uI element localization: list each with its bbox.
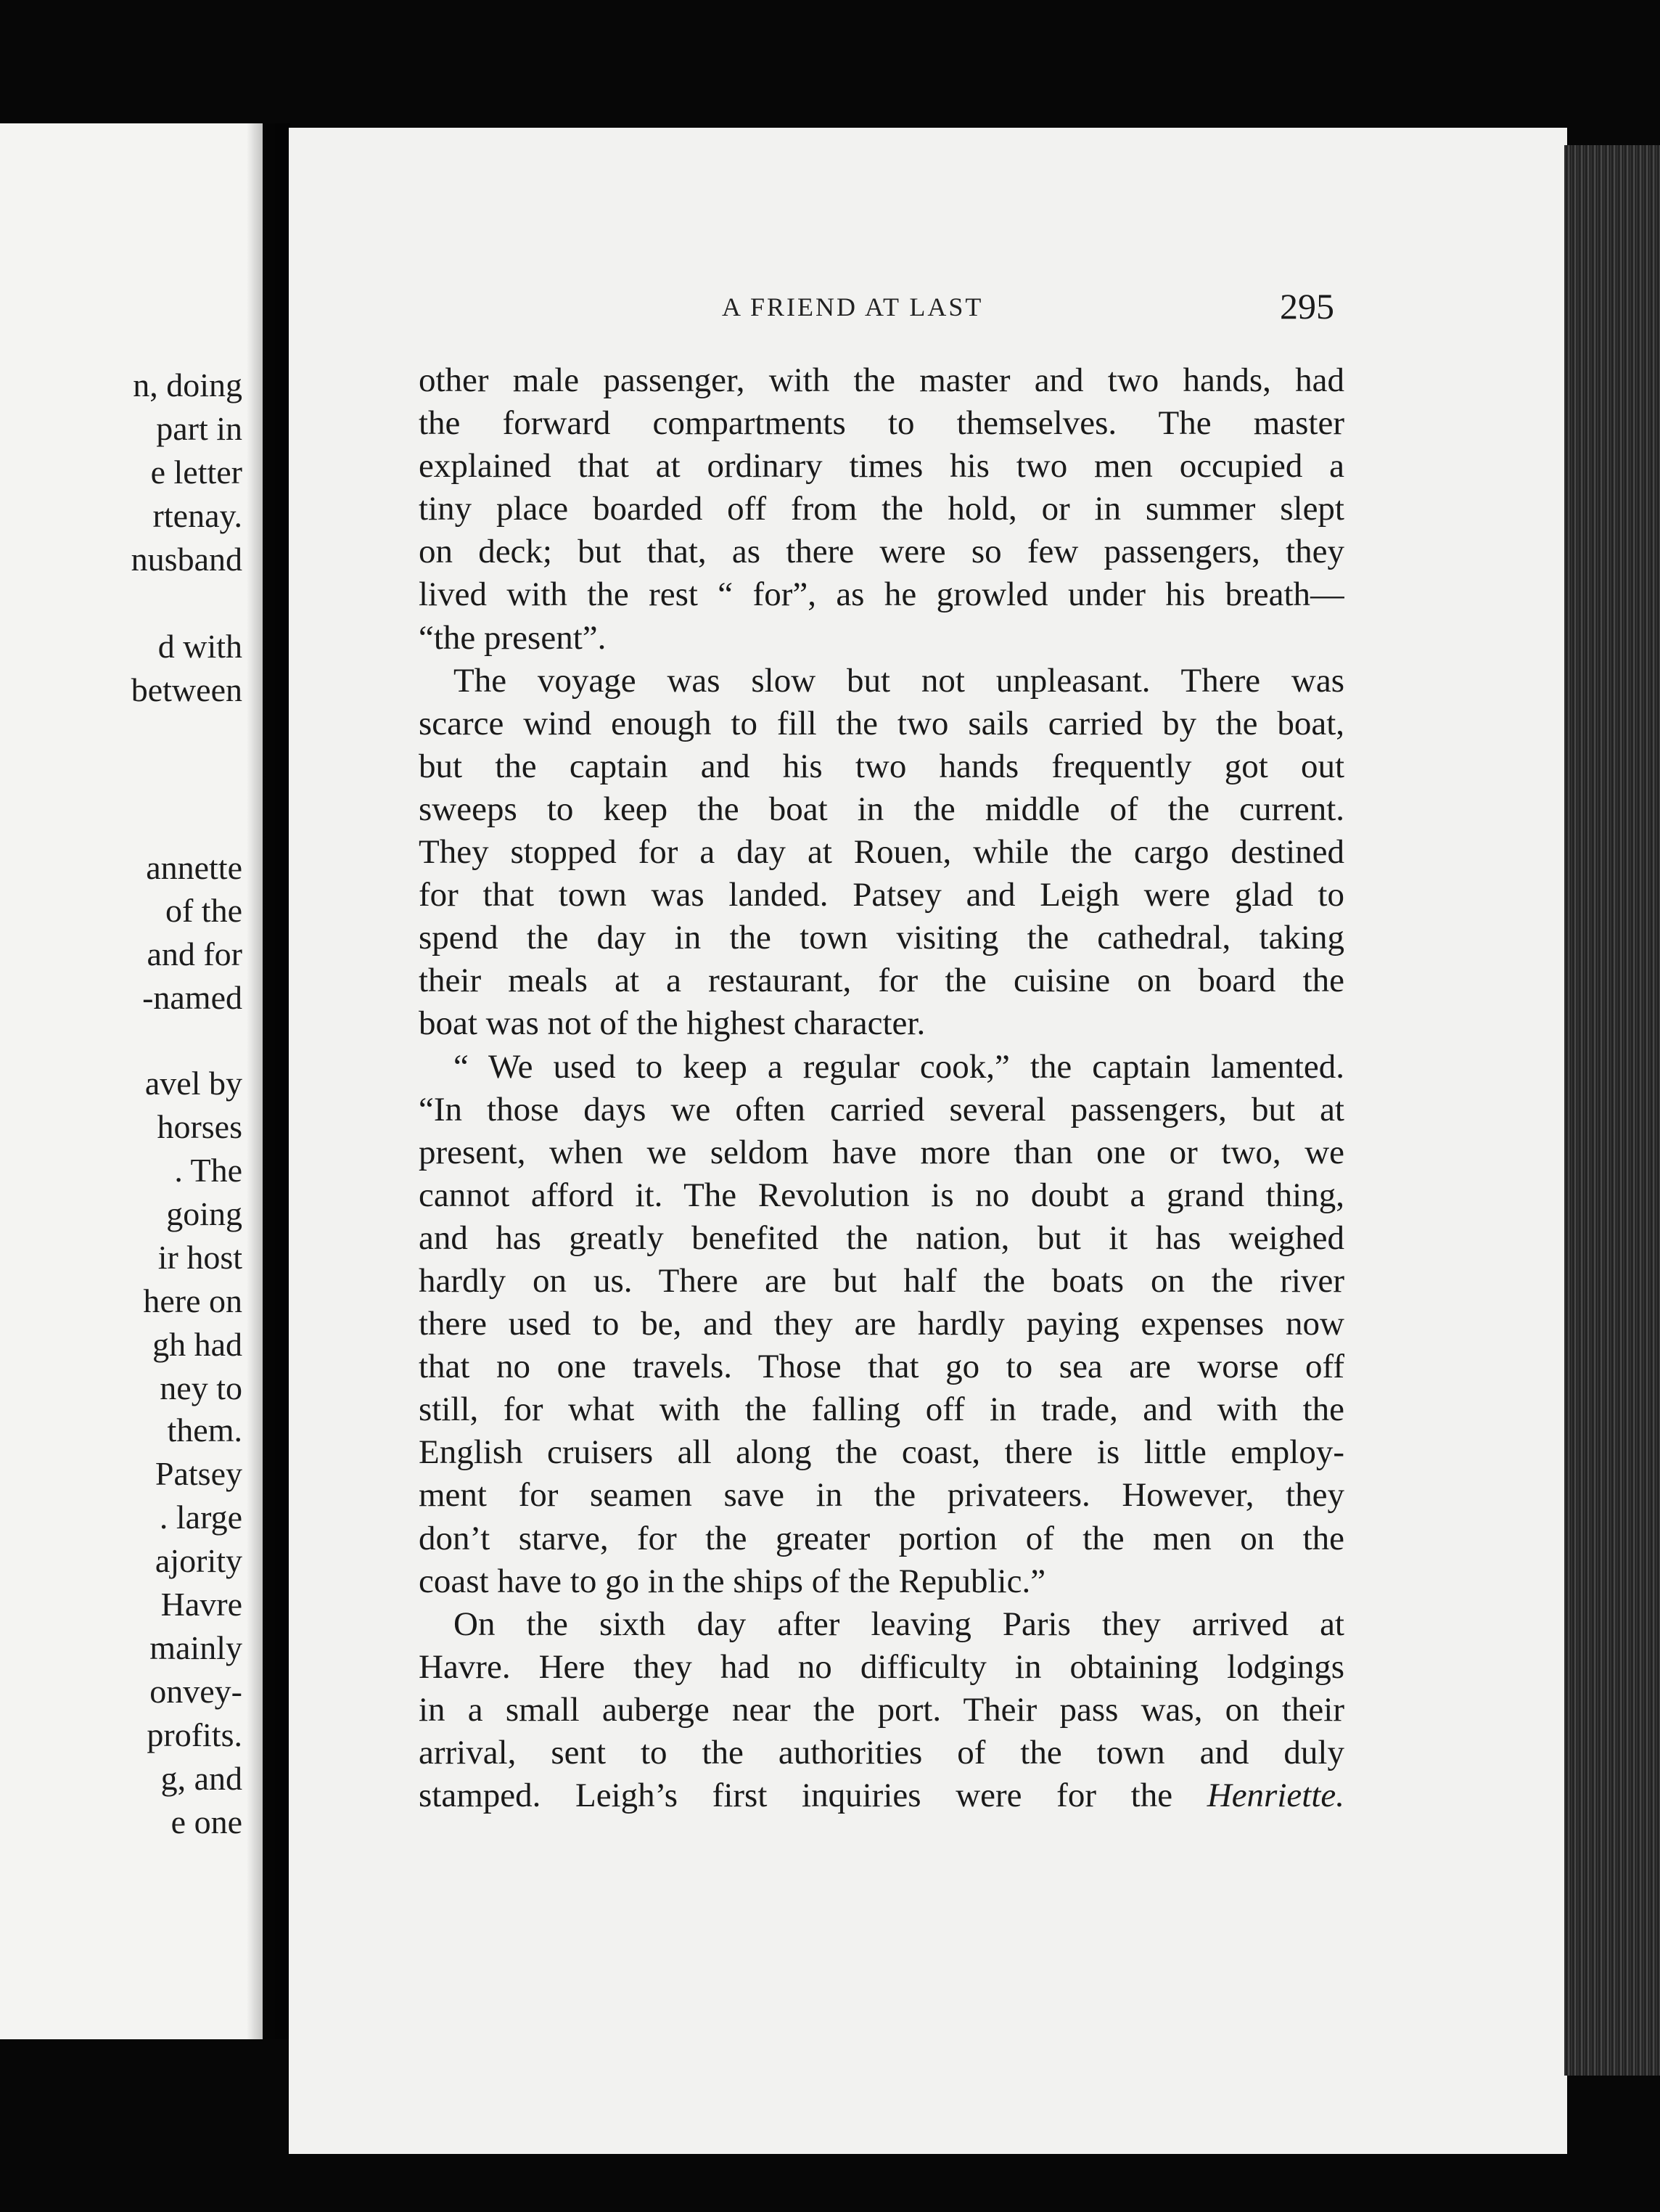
text-line: cannot afford it. The Revolution is no doubt a grand thing,	[419, 1176, 1344, 1214]
left-page-fragment: going	[166, 1195, 242, 1232]
text-line-with-italic	[419, 1774, 1344, 1817]
previous-page	[0, 123, 263, 2039]
left-page-fragment: e letter	[150, 454, 242, 491]
left-page-fragment: onvey-	[149, 1673, 242, 1710]
text-line: “ We used to keep a regular cook,” the captain lamented.	[453, 1047, 1344, 1086]
text-line: English cruisers all along the coast, there is little employ-	[419, 1433, 1344, 1472]
text-line: arrival, sent to the authorities of the town and duly	[419, 1734, 1344, 1771]
text-line: “the present”.	[419, 618, 607, 657]
left-page-fragment: g, and	[160, 1760, 242, 1797]
text-line: the forward compartments to themselves. The master	[419, 404, 1344, 443]
page-number: 295	[1280, 286, 1334, 327]
text-line: on deck; but that, as there were so few passengers, they	[419, 533, 1344, 571]
left-page-fragment: profits.	[147, 1716, 242, 1753]
body-text	[419, 359, 1344, 1817]
text-line: boat was not of the highest character.	[419, 1004, 926, 1043]
left-page-fragment: horses	[157, 1108, 242, 1145]
left-page-fragment: e one	[170, 1803, 242, 1840]
text-line: scarce wind enough to fill the two sails carried by the boat,	[419, 704, 1344, 742]
left-page-fragment: here on	[143, 1282, 242, 1319]
left-page-fragment: ajority	[155, 1542, 242, 1579]
text-line: sweeps to keep the boat in the middle of the current.	[419, 790, 1344, 828]
text-line: The voyage was slow but not unpleasant. There was	[453, 661, 1344, 700]
text-line: coast have to go in the ships of the Republic.”	[419, 1562, 1046, 1600]
text-line: their meals at a restaurant, for the cuisine on board the	[419, 962, 1344, 1000]
text-line: Havre. Here they had no difficulty in obtaining lodgings	[419, 1647, 1344, 1686]
text-line: lived with the rest “ for”, as he growled under his breath—	[419, 575, 1344, 614]
text-line: but the captain and his two hands frequently got out	[419, 747, 1344, 785]
left-page-fragment: avel by	[144, 1065, 242, 1102]
left-page-fragment: of the	[165, 892, 242, 929]
left-page-fragment: . The	[174, 1152, 242, 1189]
left-page-fragment: ir host	[157, 1239, 242, 1276]
left-page-fragment: . large	[159, 1499, 242, 1536]
text-line: On the sixth day after leaving Paris they arrived at	[453, 1605, 1344, 1643]
running-head: A FRIEND AT LAST	[722, 292, 984, 321]
book-gutter	[247, 123, 290, 2039]
page-edges	[1564, 145, 1660, 2076]
text-line: don’t starve, for the greater portion of the men on the	[419, 1519, 1344, 1557]
text-line: still, for what with the falling off in trade, and with the	[419, 1390, 1344, 1429]
text-line: tiny place boarded off from the hold, or in summer slept	[419, 490, 1344, 528]
text-line: other male passenger, with the master and two hands, had	[419, 361, 1344, 399]
left-page-fragment: between	[131, 671, 242, 708]
left-page-fragment: mainly	[149, 1629, 242, 1666]
text-line: ment for seamen save in the privateers. However, they	[419, 1476, 1344, 1515]
text-line: present, when we seldom have more than one or two, we	[419, 1133, 1344, 1171]
left-page-fragment: -named	[142, 979, 242, 1016]
left-page-fragment: Havre	[160, 1586, 242, 1623]
italic-ship-name: Henriette.	[1207, 1777, 1344, 1815]
text-line: hardly on us. There are but half the boats on the river	[419, 1261, 1344, 1300]
text-line: for that town was landed. Patsey and Leigh were glad to	[419, 876, 1344, 914]
text-line: They stopped for a day at Rouen, while the cargo destined	[419, 833, 1344, 872]
text-line: in a small auberge near the port. Their pass was, on their	[419, 1690, 1344, 1729]
left-page-fragment: nusband	[131, 541, 242, 578]
text-line: stamped. Leigh’s first inquiries were for the	[419, 1777, 1173, 1815]
left-page-fragment: gh had	[152, 1326, 242, 1363]
text-line: that no one travels. Those that go to sea are worse off	[419, 1348, 1344, 1386]
text-line: “In those days we often carried several passengers, but at	[419, 1090, 1344, 1128]
left-page-fragment: and for	[147, 935, 242, 972]
left-page-fragment: ney to	[160, 1369, 242, 1406]
left-page-fragment: d with	[157, 628, 242, 665]
left-page-fragment: rtenay.	[152, 497, 242, 534]
left-page-fragment: annette	[146, 849, 242, 886]
left-page-fragment: them.	[167, 1412, 242, 1449]
left-page-fragment: Patsey	[155, 1455, 242, 1492]
left-page-fragment: part in	[156, 410, 242, 447]
text-line: and has greatly benefited the nation, but it has weighed	[419, 1218, 1344, 1257]
text-line: there used to be, and they are hardly paying expenses now	[419, 1305, 1344, 1343]
text-line: explained that at ordinary times his two men occupied a	[419, 447, 1344, 486]
text-line: spend the day in the town visiting the cathedral, taking	[419, 919, 1344, 957]
left-page-fragment: n, doing	[133, 366, 242, 404]
